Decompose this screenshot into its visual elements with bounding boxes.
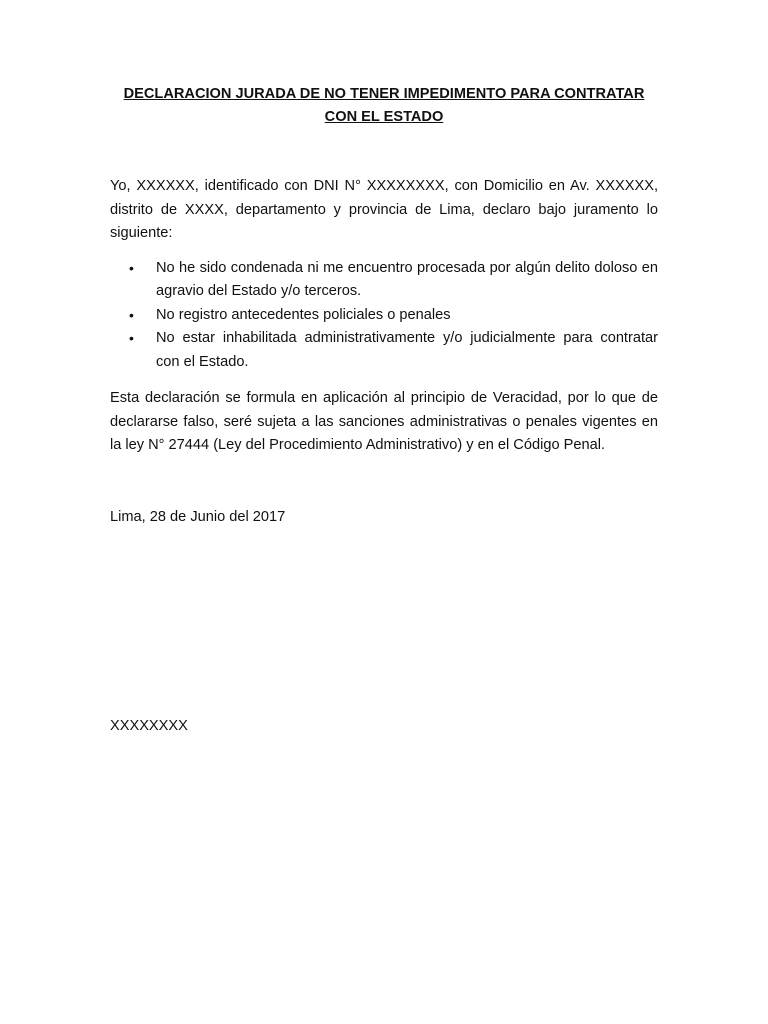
list-item xyxy=(110,327,658,374)
list-item-text: No he sido condenada ni me encuentro procesada por algún delito doloso en agravio del Estado y/o terceros. xyxy=(156,259,658,299)
bullet-icon: • xyxy=(129,259,134,276)
document-title: DECLARACION JURADA DE NO TENER IMPEDIMENTO PARA CONTRATAR CON EL ESTADO xyxy=(123,86,645,125)
list-item-text: No estar inhabilitada administrativamente y/o judicialmente para contratar con el Estado. xyxy=(156,330,658,370)
intro-paragraph: Yo, XXXXXX, identificado con DNI N° XXXXXXXX, con Domicilio en Av. XXXXXX, distrito de XXXX, departamento y provincia de Lima, declaro bajo juramento lo siguiente: xyxy=(110,178,658,241)
list-item xyxy=(110,304,658,328)
list-item-text: No registro antecedentes policiales o penales xyxy=(156,306,451,323)
list-item xyxy=(110,257,658,304)
bullet-icon: • xyxy=(129,330,134,346)
declaration-list xyxy=(110,257,658,375)
bullet-icon: • xyxy=(129,306,134,323)
declaration-paragraph: Esta declaración se formula en aplicación al principio de Veracidad, por lo que de declararse falso, seré sujeta a las sanciones administrativas o penales vigentes en la ley N° 27444 (Ley del Procedimiento Administrativo) y en el Código Penal. xyxy=(110,390,658,453)
document-body xyxy=(110,83,658,739)
signature-name: XXXXXXXX xyxy=(110,718,188,734)
place-date: Lima, 28 de Junio del 2017 xyxy=(110,508,286,525)
